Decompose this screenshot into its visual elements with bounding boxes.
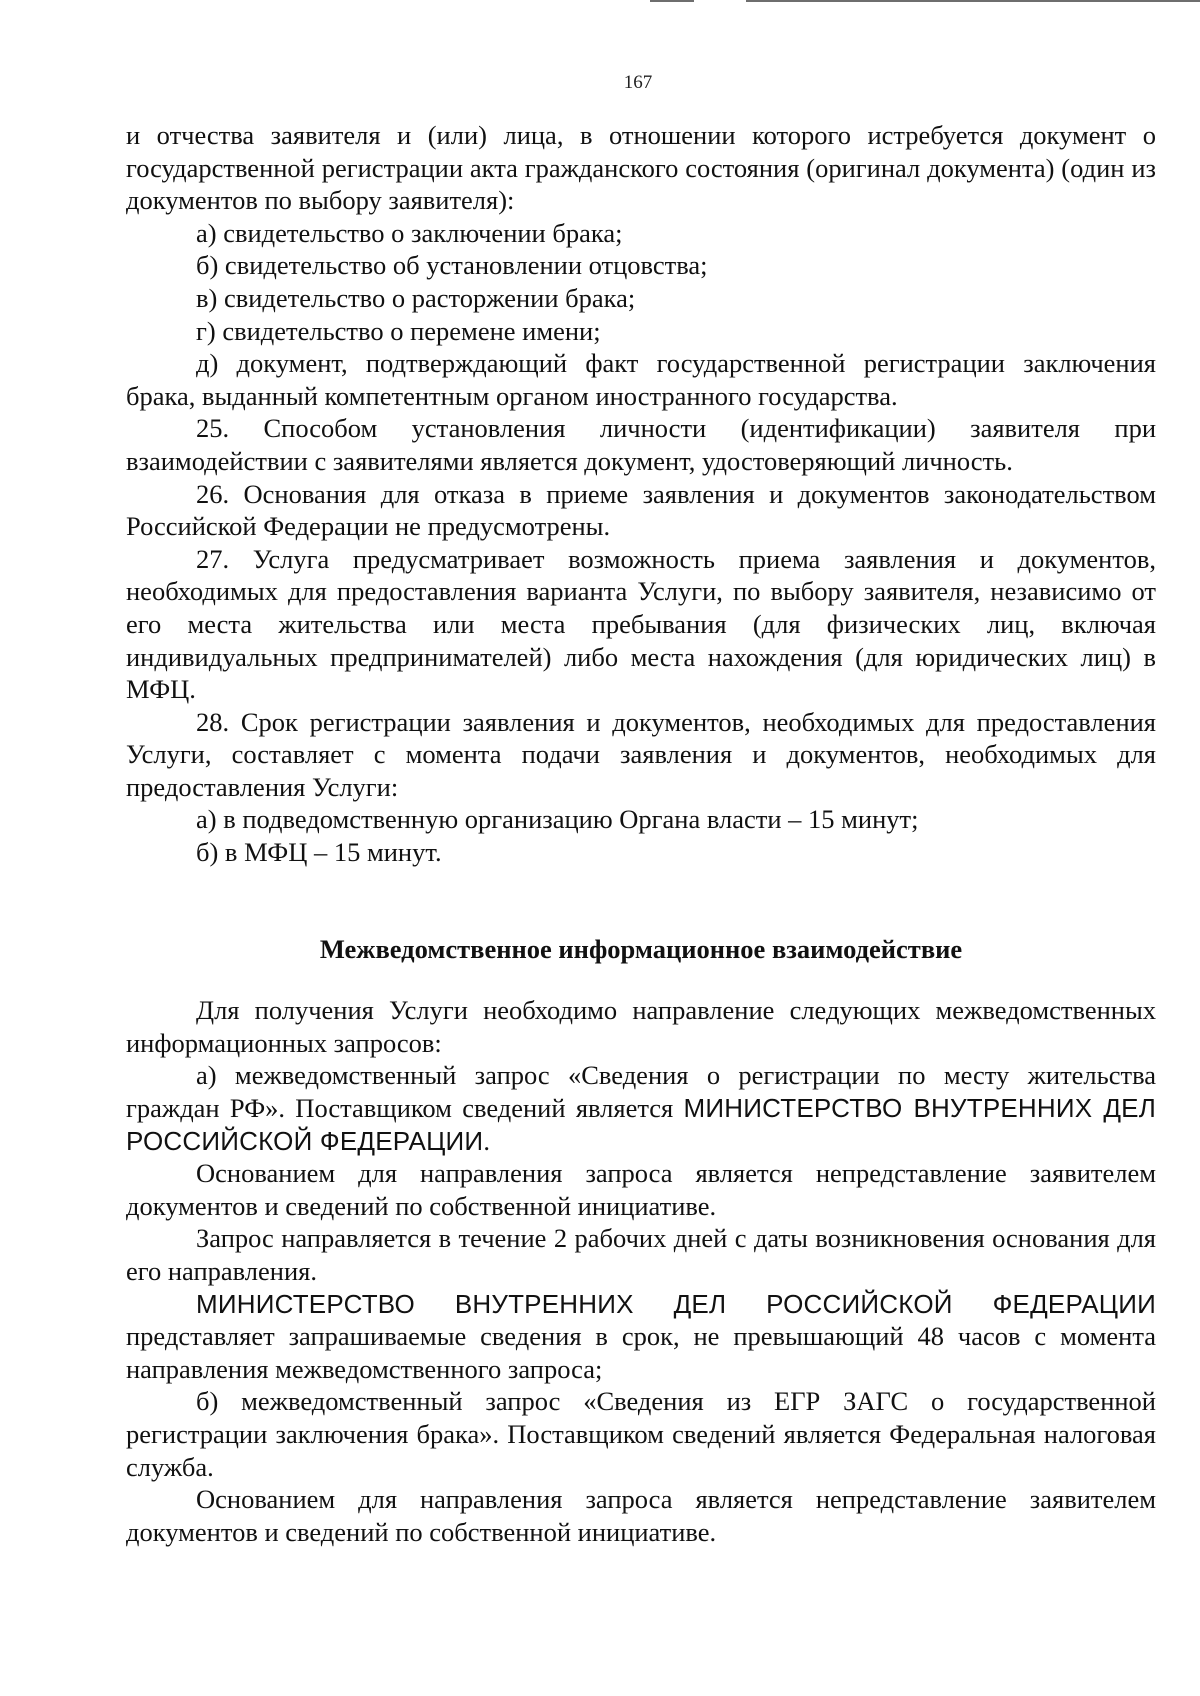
paragraph-25: 25. Способом установления личности (идентификации) заявителя при взаимодействии с заявителями является документ, удостоверяющий личность. [126, 413, 1156, 476]
list-item: г) свидетельство о перемене имени; [196, 315, 601, 346]
list-item: б) в МФЦ – 15 минут. [196, 837, 442, 868]
paragraph-28: 28. Срок регистрации заявления и документов, необходимых для предоставления Услуги, составляет с момента подачи заявления и документов, необходимых для предоставления Услуги: [126, 706, 1156, 802]
list-item: а) в подведомственную организацию Органа власти – 15 минут; [196, 804, 919, 835]
document-body [126, 119, 1156, 1548]
request-a-text: а) межведомственный запрос «Сведения о регистрации по месту жительства граждан РФ». Поставщиком сведений является [126, 1060, 1156, 1124]
list-item: а) свидетельство о заключении брака; [196, 217, 623, 248]
request-b-basis: Основанием для направления запроса является непредставление заявителем документов и сведений по собственной инициативе. [126, 1484, 1156, 1547]
request-a-response-org: МИНИСТЕРСТВО ВНУТРЕННИХ ДЕЛ РОССИЙСКОЙ ФЕДЕРАЦИИ [196, 1288, 1156, 1319]
request-a-basis: Основанием для направления запроса является непредставление заявителем документов и сведений по собственной инициативе. [126, 1158, 1156, 1221]
request-b: б) межведомственный запрос «Сведения из ЕГР ЗАГС о государственной регистрации заключения брака». Поставщиком сведений является Федеральная налоговая служба. [126, 1386, 1156, 1482]
section-intro: Для получения Услуги необходимо направление следующих межведомственных информационных запросов: [126, 995, 1156, 1058]
paragraph-26: 26. Основания для отказа в приеме заявления и документов законодательством Российской Федерации не предусмотрены. [126, 478, 1156, 542]
scan-edge-line [746, 0, 1200, 2]
list-item: б) свидетельство об установлении отцовства; [196, 250, 708, 281]
list-item: в) свидетельство о расторжении брака; [196, 282, 636, 313]
paragraph-continuation: и отчества заявителя и (или) лица, в отношении которого истребуется документ о государственной регистрации акта гражданского состояния (оригинал документа) (один из документов по выбору заявителя): [126, 120, 1156, 216]
request-a-timing: Запрос направляется в течение 2 рабочих дней с даты возникновения основания для его направления. [126, 1223, 1156, 1286]
section-heading: Межведомственное информационное взаимодействие [319, 933, 963, 964]
request-a-response-text: представляет запрашиваемые сведения в срок, не превышающий 48 часов с момента направления межведомственного запроса; [126, 1321, 1156, 1384]
page-number: 167 [623, 72, 653, 93]
request-a-provider: МИНИСТЕРСТВО ВНУТРЕННИХ ДЕЛ РОССИЙСКОЙ ФЕДЕРАЦИИ [126, 1093, 1156, 1156]
paragraph-27: 27. Услуга предусматривает возможность приема заявления и документов, необходимых для предоставления варианта Услуги, по выбору заявителя, независимо от его места жительства или места пребывания (для физических лиц, включая индивидуальных предпринимателей) либо места нахождения (для юридических лиц) в МФЦ. [126, 543, 1156, 705]
request-a-end: . [483, 1125, 490, 1156]
list-item: д) документ, подтверждающий факт государственной регистрации заключения брака, выданный компетентным органом иностранного государства. [126, 348, 1156, 411]
request-a [126, 1059, 1156, 1157]
request-a-response [126, 1288, 1156, 1386]
scan-edge-line [650, 0, 694, 2]
